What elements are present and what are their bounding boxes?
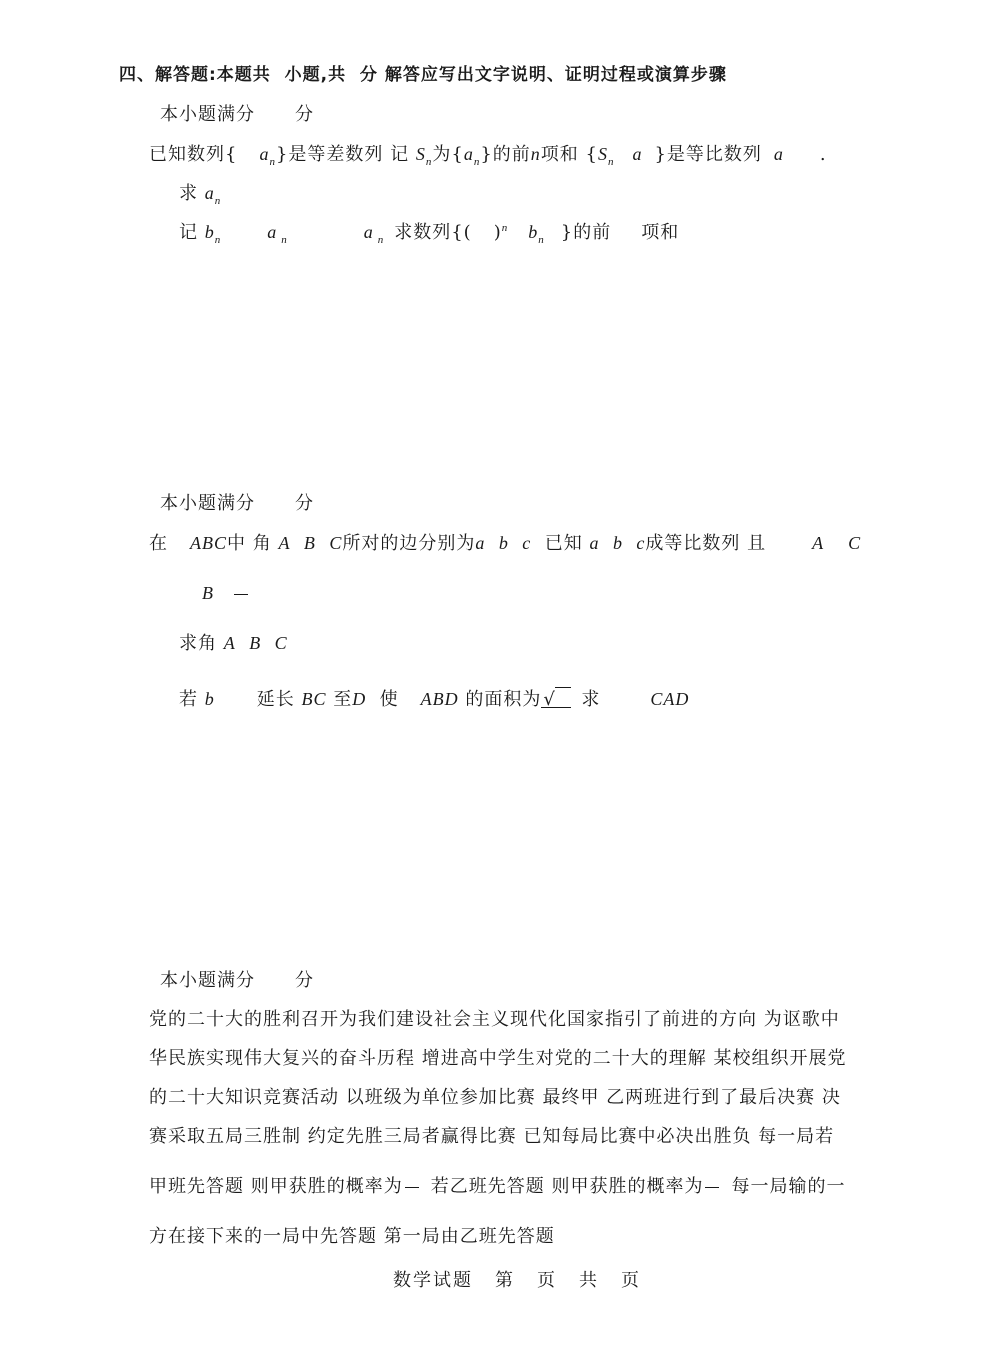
score-label: 本小题满分	[160, 970, 255, 991]
score-label: 本小题满分	[160, 104, 255, 125]
sqrt-fraction-icon: √	[541, 687, 571, 711]
score-unit: 分	[295, 493, 314, 514]
score-label: 本小题满分	[160, 493, 255, 514]
problem2-part2: 若 b 延长 BC 至D 使 ABD 的面积为 √ 求 CAD	[179, 689, 690, 710]
problem3-header	[160, 970, 314, 992]
paragraph-line: 赛采取五局三胜制 约定先胜三局者赢得比赛 已知每局比赛中必决出胜负 每一局若	[149, 1126, 835, 1147]
fraction-bar	[234, 594, 248, 595]
section-header: 四、解答题:本题共 小题,共 分 解答应写出文字说明、证明过程或演算步骤	[119, 65, 727, 85]
fraction-bar	[405, 1187, 419, 1188]
problem2-header	[160, 493, 314, 515]
fraction-bar	[705, 1187, 719, 1188]
paragraph-line: 华民族实现伟大复兴的奋斗历程 增进高中学生对党的二十大的理解 某校组织开展党	[149, 1048, 847, 1069]
problem1-header	[160, 104, 314, 126]
page-footer: 数学试题 第 页 共 页	[393, 1270, 641, 1291]
problem1-statement: 已知数列{ $a_n$}是等差数列 记 $S_n$为$\{a_n\}$的前n项和 {$S_n$ a }是等比数列 a .	[149, 144, 827, 168]
problem1-part2: 记 $b_n$ a $_n$ a $_n$ 求数列{( )$^n$ $b_n$ }的前 项和	[179, 222, 680, 246]
problem2-condition-line: B	[202, 582, 250, 605]
paragraph-line: 方在接下来的一局中先答题 第一局由乙班先答题	[149, 1226, 555, 1247]
problem2-statement: 在 ABC中 角 A B C所对的边分别为a b c 已知 a b c成等比数列 且 A C	[149, 533, 862, 554]
paragraph-line: 的二十大知识竞赛活动 以班级为单位参加比赛 最终甲 乙两班进行到了最后决赛 决	[149, 1087, 841, 1108]
problem1-part1: 求 $a_n$	[179, 183, 222, 207]
paragraph-line: 党的二十大的胜利召开为我们建设社会主义现代化国家指引了前进的方向 为讴歌中	[149, 1009, 840, 1030]
paragraph-line: 甲班先答题 则甲获胜的概率为 若乙班先答题 则甲获胜的概率为 每一局输的一	[149, 1176, 846, 1197]
problem2-part1: 求角 A B C	[179, 633, 288, 654]
score-unit: 分	[295, 104, 314, 125]
score-unit: 分	[295, 970, 314, 991]
